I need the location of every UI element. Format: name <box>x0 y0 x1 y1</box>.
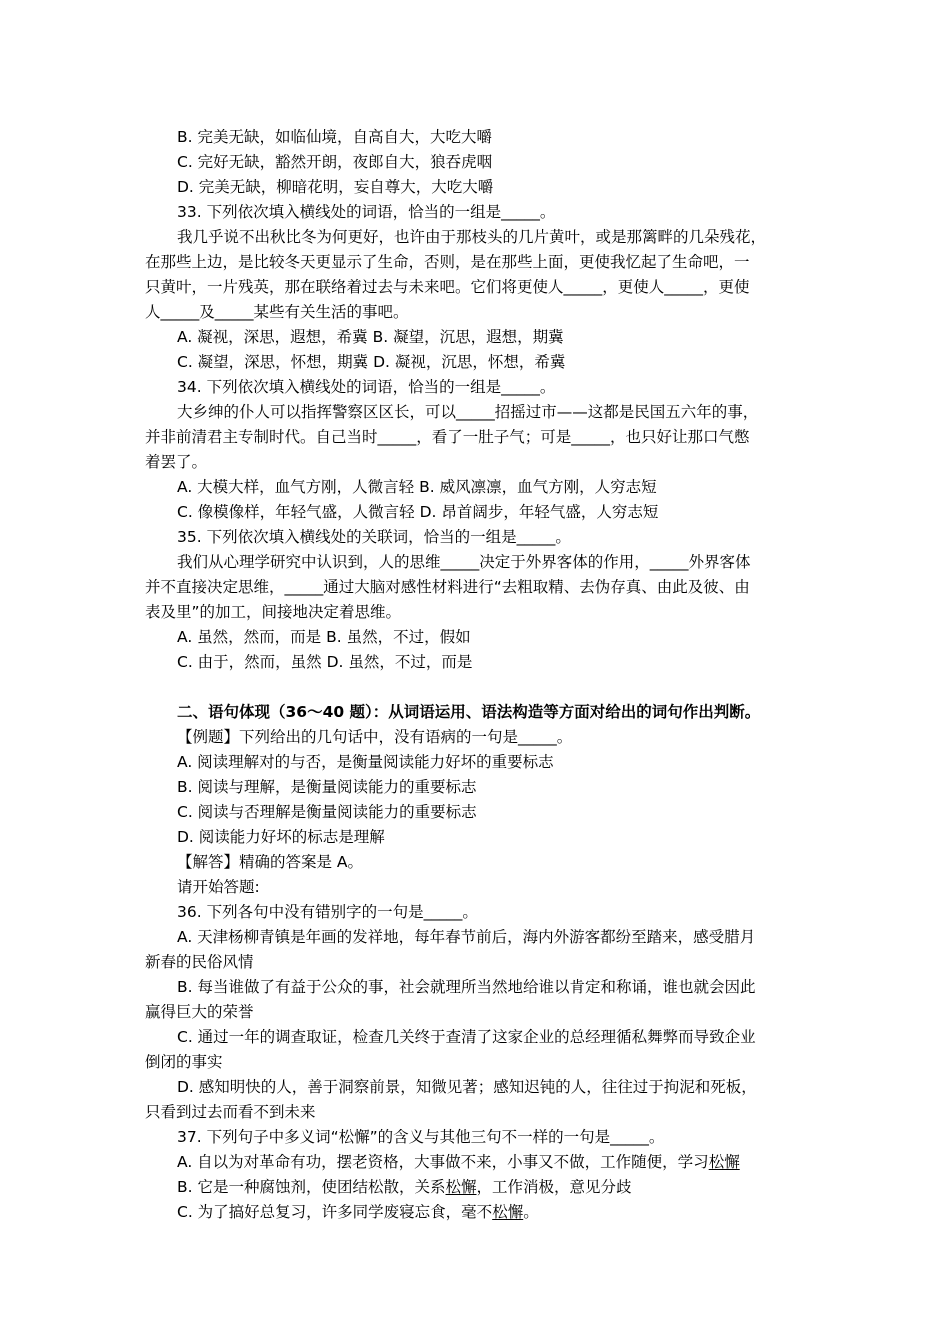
q33-passage-line: 我几乎说不出秋比冬为何更好，也许由于那枝头的几片黄叶，或是那篱畔的几朵残花， <box>177 228 767 246</box>
q32-option-b: B. 完美无缺，如临仙境，自高自大，大吃大嚼 <box>177 128 492 146</box>
q35-passage-line: 并不直接决定思维，_____通过大脑对感性材料进行“去粗取精、去伪存真、由此及彼、由 <box>145 578 750 596</box>
q34-passage-line: 着罢了。 <box>145 453 208 471</box>
q33-option-line: C. 凝望，深思，怀想，期冀 D. 凝视，沉思，怀想，希冀 <box>177 353 566 371</box>
q37-option-b <box>177 1176 632 1198</box>
example-answer: 【解答】精确的答案是 A。 <box>177 853 364 871</box>
q37-option-c-text: C. 为了搞好总复习，许多同学废寝忘食，毫不 <box>177 1203 493 1221</box>
q37-option-a <box>177 1151 740 1173</box>
q37-option-b-tail: ，工作消极，意见分歧 <box>476 1178 632 1196</box>
q36-stem: 36. 下列各句中没有错别字的一句是_____。 <box>177 903 478 921</box>
example-option: D. 阅读能力好坏的标志是理解 <box>177 828 385 846</box>
start-prompt: 请开始答题: <box>177 878 260 896</box>
section-heading: 二、语句体现（36～40 题）：从词语运用、语法构造等方面对给出的词句作出判断。 <box>177 703 761 721</box>
q35-passage-line: 表及里”的加工，间接地决定着思维。 <box>145 603 402 621</box>
q37-option-b-text: B. 它是一种腐蚀剂，使团结松散，关系 <box>177 1178 446 1196</box>
underlined-word: 松懈 <box>492 1203 524 1221</box>
underlined-word: 松懈 <box>445 1178 477 1196</box>
q34-passage-line: 并非前清君主专制时代。自己当时_____，看了一肚子气；可是_____，也只好让那口气憋 <box>145 428 750 446</box>
example-stem: 【例题】下列给出的几句话中，没有语病的一句是_____。 <box>177 728 573 746</box>
q34-stem: 34. 下列依次填入横线处的词语，恰当的一组是_____。 <box>177 378 556 396</box>
q37-stem: 37. 下列句子中多义词“松懈”的含义与其他三句不一样的一句是_____。 <box>177 1128 665 1146</box>
q35-option-line: A. 虽然，然而，而是 B. 虽然，不过，假如 <box>177 628 471 646</box>
q37-option-c-tail: 。 <box>523 1203 539 1221</box>
q32-option-c: C. 完好无缺，豁然开朗，夜郎自大，狼吞虎咽 <box>177 153 493 171</box>
q36-option-c-cont: 倒闭的事实 <box>145 1053 223 1071</box>
q36-option-b: B. 每当谁做了有益于公众的事，社会就理所当然地给谁以肯定和称诵，谁也就会因此 <box>177 978 756 996</box>
q36-option-a-cont: 新春的民俗风情 <box>145 953 254 971</box>
q36-option-d-cont: 只看到过去而看不到未来 <box>145 1103 316 1121</box>
q36-option-c: C. 通过一年的调查取证，检查几关终于查清了这家企业的总经理循私舞弊而导致企业 <box>177 1028 756 1046</box>
q33-option-line: A. 凝视，深思，遐想，希冀 B. 凝望，沉思，遐想，期冀 <box>177 328 564 346</box>
q35-passage-line: 我们从心理学研究中认识到，人的思维_____决定于外界客体的作用，_____外界客体 <box>177 553 751 571</box>
q37-option-a-text: A. 自以为对革命有功，摆老资格，大事做不来，小事又不做，工作随便，学习 <box>177 1153 709 1171</box>
example-option: B. 阅读与理解，是衡量阅读能力的重要标志 <box>177 778 477 796</box>
q33-passage-line: 在那些上边，是比较冬天更显示了生命，否则，是在那些上面，更使我忆起了生命吧，一 <box>145 253 750 271</box>
q33-stem: 33. 下列依次填入横线处的词语，恰当的一组是_____。 <box>177 203 556 221</box>
q34-option-line: A. 大模大样，血气方刚，人微言轻 B. 威风凛凛，血气方刚，人穷志短 <box>177 478 657 496</box>
q33-passage-line: 人_____及_____某些有关生活的事吧。 <box>145 303 409 321</box>
q34-option-line: C. 像模像样，年轻气盛，人微言轻 D. 昂首阔步，年轻气盛，人穷志短 <box>177 503 659 521</box>
q36-option-a: A. 天津杨柳青镇是年画的发祥地，每年春节前后，海内外游客都纷至踏来，感受腊月 <box>177 928 756 946</box>
example-option: C. 阅读与否理解是衡量阅读能力的重要标志 <box>177 803 477 821</box>
q35-stem: 35. 下列依次填入横线处的关联词，恰当的一组是_____。 <box>177 528 571 546</box>
q36-option-d: D. 感知明快的人，善于洞察前景，知微见著；感知迟钝的人，往往过于拘泥和死板， <box>177 1078 757 1096</box>
q34-passage-line: 大乡绅的仆人可以指挥警察区区长，可以_____招摇过市——这都是民国五六年的事， <box>177 403 759 421</box>
example-option: A. 阅读理解对的与否，是衡量阅读能力好坏的重要标志 <box>177 753 554 771</box>
q36-option-b-cont: 赢得巨大的荣誉 <box>145 1003 254 1021</box>
q33-passage-line: 只黄叶，一片残英，那在联络着过去与未来吧。它们将更使人_____，更使人_____，更使 <box>145 278 750 296</box>
underlined-word: 松懈 <box>708 1153 740 1171</box>
q37-option-c <box>177 1201 539 1223</box>
q32-option-d: D. 完美无缺，柳暗花明，妄自尊大，大吃大嚼 <box>177 178 494 196</box>
q35-option-line: C. 由于，然而，虽然 D. 虽然，不过，而是 <box>177 653 473 671</box>
